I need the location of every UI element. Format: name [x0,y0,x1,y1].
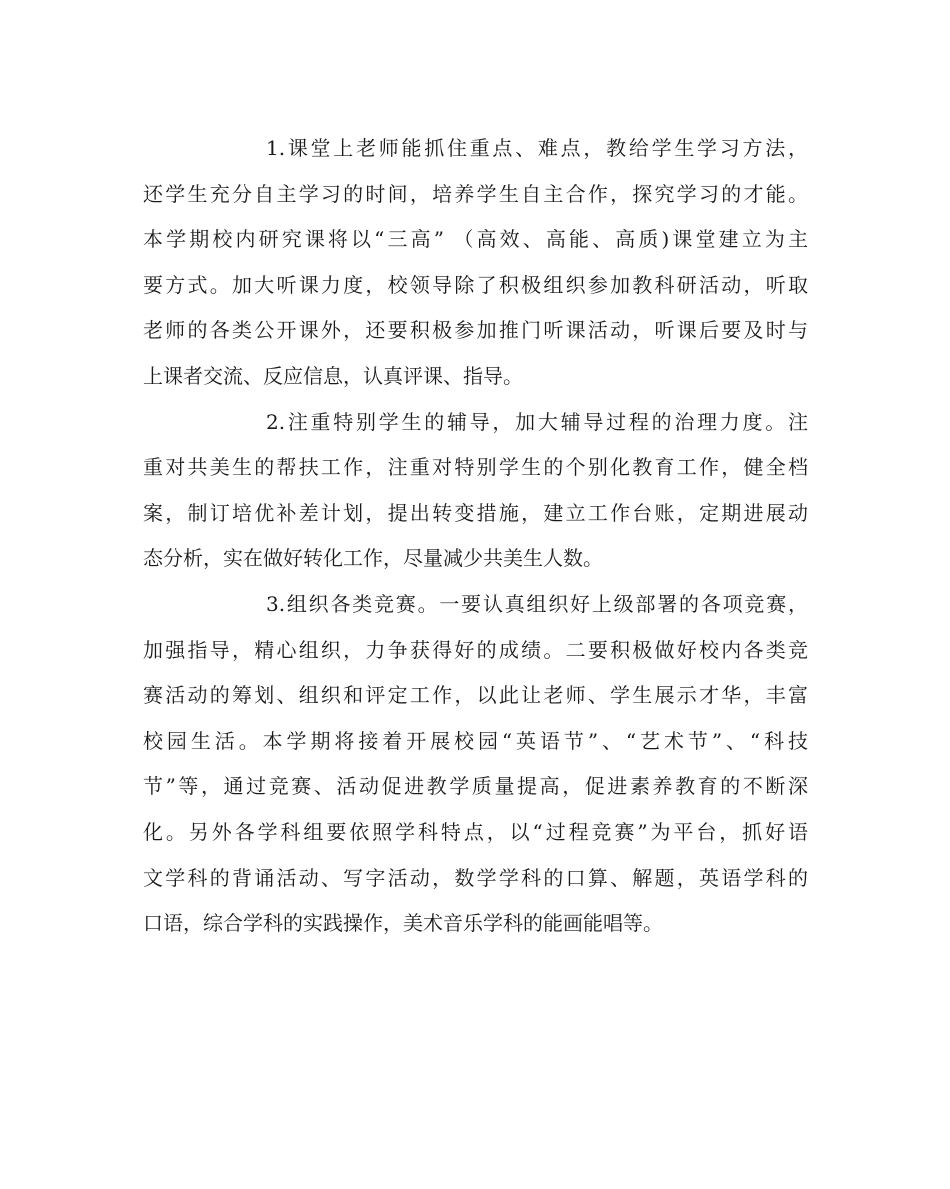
document-body [143,126,808,947]
paragraph-line: 案，制订培优补差计划，提出转变措施，建立工作台账，定期进展动 [143,500,808,525]
paragraph-line: 加强指导，精心组织，力争获得好的成绩。二要积极做好校内各类竞 [143,637,808,662]
paragraph-line: 化。另外各学科组要依照学科特点，以“过程竞赛”为平台，抓好语 [143,819,808,844]
paragraph-line: 校园生活。本学期将接着开展校园“英语节”、“艺术节”、“科技 [143,728,808,753]
paragraph-line: 节”等，通过竞赛、活动促进教学质量提高，促进素养教育的不断深 [143,774,808,799]
paragraph-line: 3.组织各类竞赛。一要认真组织好上级部署的各项竞赛， [266,591,808,616]
paragraph-1 [143,126,808,400]
paragraph-line: 本学期校内研究课将以“三高” （高效、高能、高质)课堂建立为主 [143,227,808,252]
paragraph-line: 赛活动的筹划、组织和评定工作，以此让老师、学生展示才华，丰富 [143,683,808,708]
paragraph-line: 重对共美生的帮扶工作，注重对特别学生的个别化教育工作，健全档 [143,455,808,480]
paragraph-line: 2.注重特别学生的辅导，加大辅导过程的治理力度。注 [266,409,808,434]
paragraph-line: 文学科的背诵活动、写字活动，数学学科的口算、解题，英语学科的 [143,865,808,890]
paragraph-line: 老师的各类公开课外，还要积极参加推门听课活动，听课后要及时与 [143,318,808,343]
paragraph-line: 1.课堂上老师能抓住重点、难点，教给学生学习方法， [266,136,808,160]
paragraph-3 [143,582,808,947]
paragraph-line: 还学生充分自主学习的时间，培养学生自主合作，探究学习的才能。 [143,181,808,206]
paragraph-line: 要方式。加大听课力度，校领导除了积极组织参加教科研活动，听取 [143,272,808,297]
paragraph-2 [143,400,808,582]
paragraph-line: 口语，综合学科的实践操作，美术音乐学科的能画能唱等。 [143,911,663,936]
paragraph-line: 态分析，实在做好转化工作，尽量减少共美生人数。 [143,546,603,571]
paragraph-line: 上课者交流、反应信息，认真评课、指导。 [143,363,523,388]
